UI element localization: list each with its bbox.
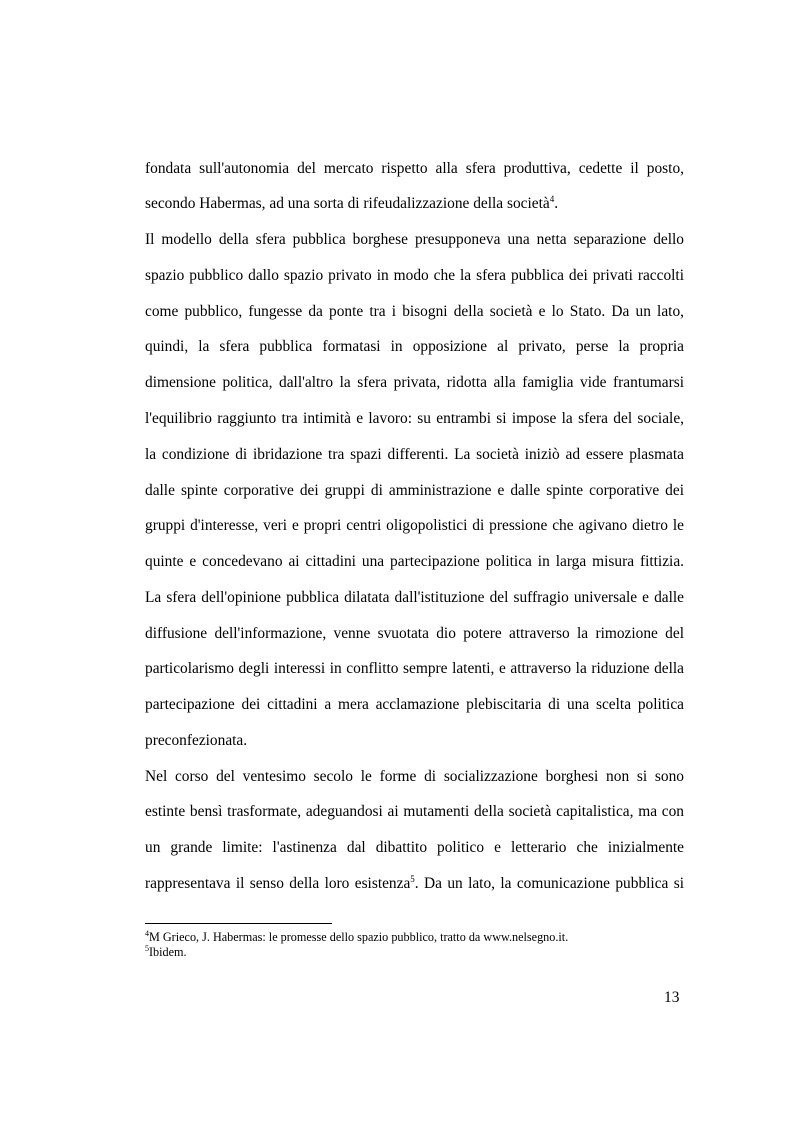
body-line: dalle spinte corporative dei gruppi di amministrazione e dalle spinte corporative dei <box>145 482 684 499</box>
body-line: estinte bensì trasformate, adeguandosi ai mutamenti della società capitalistica, ma con <box>145 803 684 820</box>
page-number: 13 <box>664 989 680 1006</box>
footnote-mark: 5 <box>145 944 149 953</box>
body-line: partecipazione dei cittadini a mera acclamazione plebiscitaria di una scelta politica <box>145 696 684 713</box>
body-line: preconfezionata. <box>145 732 248 749</box>
body-line: Il modello della sfera pubblica borghese presupponeva una netta separazione dello <box>145 231 684 248</box>
body-line: spazio pubblico dallo spazio privato in modo che la sfera pubblica dei privati raccolti <box>145 267 684 284</box>
footnote-text: Ibidem. <box>149 945 187 959</box>
footnote-ref-4: 4 <box>549 194 555 204</box>
footnote <box>145 930 568 945</box>
body-line: rappresentava il senso della loro esistenza$^5$. Da un lato, la comunicazione pubblica si <box>145 874 684 892</box>
body-line: quinte e concedevano ai cittadini una partecipazione politica in larga misura fittizia. <box>145 553 684 570</box>
body-line: particolarismo degli interessi in conflitto sempre latenti, e attraverso la riduzione della <box>145 660 684 677</box>
body-line: Nel corso del ventesimo secolo le forme di socializzazione borghesi non si sono <box>145 768 684 785</box>
footnote-ref-5: 5 <box>410 874 415 884</box>
body-line: fondata sull'autonomia del mercato rispetto alla sfera produttiva, cedette il posto, <box>145 160 684 177</box>
footnote-text: M Grieco, J. Habermas: le promesse dello spazio pubblico, tratto da www.nelsegno.it. <box>149 930 569 944</box>
body-line: quindi, la sfera pubblica formatasi in opposizione al privato, perse la propria <box>145 338 684 355</box>
body-line: come pubblico, fungesse da ponte tra i bisogni della società e lo Stato. Da un lato, <box>145 303 684 320</box>
body-line: diffusione dell'informazione, venne svuotata dio potere attraverso la rimozione del <box>145 625 684 642</box>
footnote-separator <box>145 923 332 924</box>
body-line: la condizione di ibridazione tra spazi differenti. La società iniziò ad essere plasmata <box>145 446 684 463</box>
footnote-mark: 4 <box>145 929 149 938</box>
footnote <box>145 945 187 960</box>
body-line: dimensione politica, dall'altro la sfera privata, ridotta alla famiglia vide frantumarsi <box>145 374 684 391</box>
body-line: gruppi d'interesse, veri e propri centri oligopolistici di pressione che agivano dietro le <box>145 517 684 534</box>
body-line: l'equilibrio raggiunto tra intimità e lavoro: su entrambi si impose la sfera del sociale, <box>145 410 684 427</box>
body-line: secondo Habermas, ad una sorta di rifeudalizzazione della società$^4$. <box>145 194 559 212</box>
body-line: un grande limite: l'astinenza dal dibattito politico e letterario che inizialmente <box>145 839 684 856</box>
body-line: La sfera dell'opinione pubblica dilatata dall'istituzione del suffragio universale e dalle <box>145 589 684 606</box>
